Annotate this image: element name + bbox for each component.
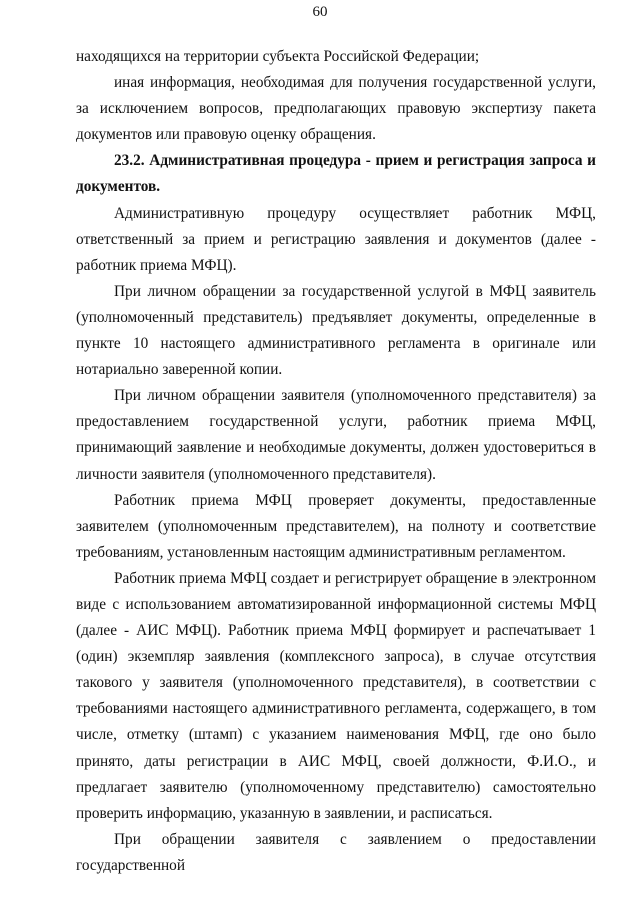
paragraph: Работник приема МФЦ проверяет документы, предоставленные заявителем (уполномоченным представителем), на полноту и соответствие требованиям, установленным настоящим административным регламентом.	[76, 491, 596, 561]
section-heading: 23.2. Административная процедура - прием и регистрация запроса и документов.	[76, 152, 596, 196]
paragraph: При личном обращении заявителя (уполномоченного представителя) за предоставлением государственной услуги, работник приема МФЦ, принимающий заявление и необходимые документы, должен удостовериться в личности заявителя (уполномоченного представителя).	[76, 387, 596, 483]
paragraph: Работник приема МФЦ создает и регистрирует обращение в электронном виде с использованием автоматизированной информационной системы МФЦ (далее - АИС МФЦ). Работник приема МФЦ формирует и распечатывает 1 (один) экземпляр заявления (комплексного запроса), в случае отсутствия такового у заявителя (уполномоченного представителя), в соответствии с требованиями настоящего административного регламента, содержащего, в том числе, отметку (штамп) с указанием наименования МФЦ, где оно было принято, даты регистрации в АИС МФЦ, своей должности, Ф.И.О., и предлагает заявителю (уполномоченному представителю) самостоятельно проверить информацию, указанную в заявлении, и расписаться.	[76, 569, 596, 822]
page-number: 60	[312, 4, 328, 20]
document-body	[76, 44, 596, 879]
paragraph: При обращении заявителя с заявлением о предоставлении государственной	[76, 830, 596, 874]
paragraph: находящихся на территории субъекта Российской Федерации;	[76, 48, 480, 65]
paragraph: Административную процедуру осуществляет работник МФЦ, ответственный за прием и регистрацию заявления и документов (далее - работник приема МФЦ).	[76, 204, 596, 274]
paragraph: При личном обращении за государственной услугой в МФЦ заявитель (уполномоченный представитель) предъявляет документы, определенные в пункте 10 настоящего административного регламента в оригинале или нотариально заверенной копии.	[76, 282, 596, 379]
paragraph: иная информация, необходимая для получения государственной услуги, за исключением вопросов, предполагающих правовую экспертизу пакета документов или правовую оценку обращения.	[76, 74, 596, 144]
